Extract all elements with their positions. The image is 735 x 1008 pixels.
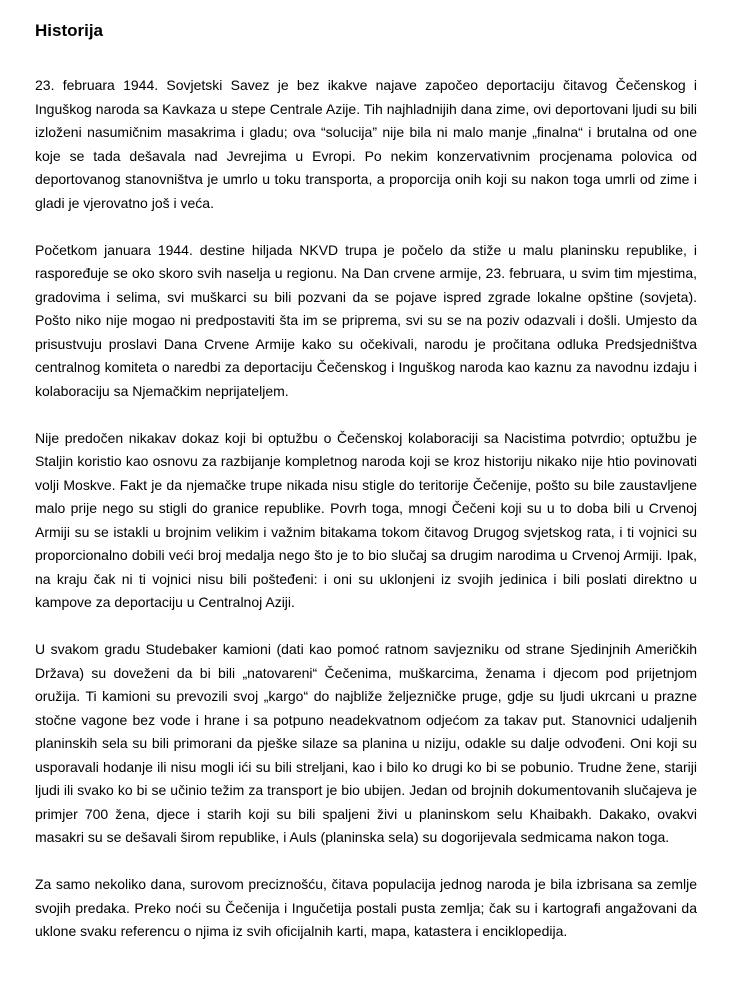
page-title: Historija <box>35 21 104 40</box>
paragraph-1: 23. februara 1944. Sovjetski Savez je bez ikakve najave započeo deportaciju čitavog Čečenskog i Inguškog naroda sa Kavkaza u stepe Centrale Azije. Tih najhladnijih dana zime, ovi deportovani ljudi su bili izloženi nasumičnim masakrima i gladu; ova “solucija” nije bila ni malo manje „finalna“ i brutalna od one koje se tada dešavala nad Jevrejima u Evropi. Po nekim konzervativnim procjenama polovica od deportovanog stanovništva je umrlo u toku transporta, a proporcija onih koji su nakon toga umrli od zime i gladi je vjerovatno još i veća. <box>35 77 697 211</box>
paragraph-3: Nije predočen nikakav dokaz koji bi optužbu o Čečenskoj kolaboraciji sa Nacistima potvrdio; optužbu je Staljin koristio kao osnovu za razbijanje kompletnog naroda koji se kroz historiju nikako nije htio povinovati volji Moskve. Fakt je da njemačke trupe nikada nisu stigle do teritorije Čečenije, pošto su bile zaustavljene malo prije nego su stigli do granice republike. Povrh toga, mnogi Čečeni koji su u to doba bili u Crvenoj Armiji su se istakli u brojnim velikim i važnim bitakama tokom čitavog Drugog svjetskog rata, i ti vojnici su proporcionalno dobili veći broj medalja nego što je to bio slučaj sa drugim narodima u Crvenoj Armiji. Ipak, na kraju čak ni ti vojnici nisu bili pošteđeni: i oni su uklonjeni iz svojih jedinica i bili poslati direktno u kampove za deportaciju u Centralnoj Aziji. <box>35 429 697 610</box>
paragraph-4: U svakom gradu Studebaker kamioni (dati kao pomoć ratnom savjezniku od strane Sjedinjnih Američkih Država) su doveženi da bi bili „natovareni“ Čečenima, muškarcima, ženama i djecom pod prijetnjom oružija. Ti kamioni su prevozili svoj „kargo“ do najbliže željezničke pruge, gdje su ljudi ukrcani u prazne stočne vagone bez vode i hrane i sa potpuno neadekvatnom odjećom za takav put. Stanovnici udaljenih planinskih sela su bili primorani da pješke silaze sa planina u niziju, odakle su dalje odvođeni. Oni koji su usporavali hodanje ili nisu mogli ići su bili streljani, kao i bilo ko drugi ko bi se pobunio. Trudne žene, stariji ljudi ili svako ko bi se učinio težim za transport je bio ubijen. Jedan od brojnih dokumentovanih slučajeva je primjer 700 žena, djece i starih koji su bili spaljeni živi u planinskom selu Khaibakh. Dakako, ovakvi masakri su se dešavali širom republike, i Auls (planinska sela) su dogorijevala sedmicama nakon toga. <box>35 641 697 845</box>
paragraph-2: Početkom januara 1944. destine hiljada NKVD trupa je počelo da stiže u malu planinsku republike, i raspoređuje se oko skoro svih naselja u regionu. Na Dan crvene armije, 23. februara, u svim tim mjestima, gradovima i selima, svi muškarci su bili pozvani da se pojave ispred zgrade lokalne opštine (sovjeta). Pošto niko nije mogao ni predpostaviti šta im se priprema, svi su se na poziv odazvali i došli. Umjesto da prisustvuju proslavi Dana Crvene Armije kako su očekivali, narodu je pročitana odluka Predsjedništva centralnog komiteta o naredbi za deportaciju Čečenskog i Inguškog naroda kao kaznu za navodnu izdaju i kolaboraciju sa Njemačkim neprijateljem. <box>35 241 697 399</box>
paragraph-5: Za samo nekoliko dana, surovom preciznošću, čitava populacija jednog naroda je bila izbrisana sa zemlje svojih predaka. Preko noći su Čečenija i Ingučetija postali pusta zemlja; čak su i kartografi angažovani da uklone svaku referencu o njima iz svih oficijalnih karti, mapa, katastera i enciklopedija. <box>35 876 697 939</box>
document-page <box>35 20 697 967</box>
